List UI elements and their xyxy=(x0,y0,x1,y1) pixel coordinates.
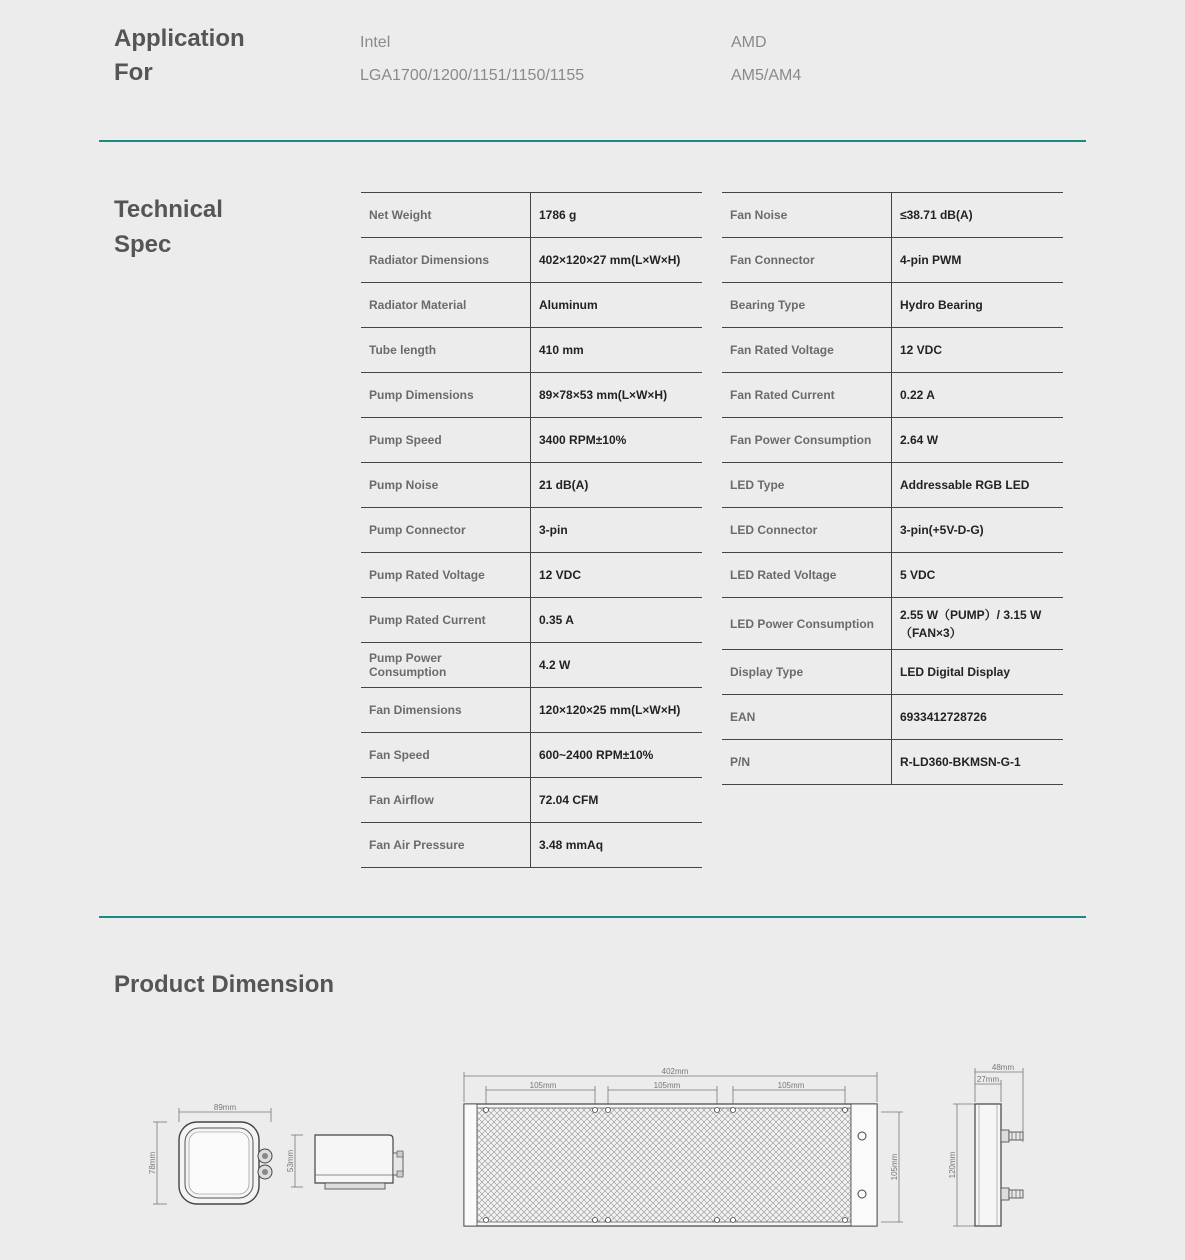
spec-value: Aluminum xyxy=(539,298,598,312)
pump-side-drawing xyxy=(285,1125,415,1200)
spec-value: 4.2 W xyxy=(539,658,571,672)
spec-table-right xyxy=(722,192,1063,785)
spec-label: LED Connector xyxy=(722,508,892,552)
spec-value: 4-pin PWM xyxy=(900,253,962,267)
spec-row xyxy=(722,598,1063,650)
spec-value: 21 dB(A) xyxy=(539,478,589,492)
intel-brand: Intel xyxy=(360,34,391,51)
spec-row xyxy=(722,193,1063,238)
pump-height-label: 53mm xyxy=(286,1149,295,1173)
spec-row xyxy=(722,418,1063,463)
spec-label: Fan Speed xyxy=(361,733,531,777)
radiator-length-label: 402mm xyxy=(661,1067,689,1076)
spec-row xyxy=(722,328,1063,373)
spec-row xyxy=(361,463,702,508)
spec-row xyxy=(722,238,1063,283)
radiator-front-drawing xyxy=(455,1062,915,1234)
spec-value: 3-pin(+5V-D-G) xyxy=(900,523,984,537)
spec-value: 600~2400 RPM±10% xyxy=(539,748,654,762)
technical-title xyxy=(114,192,223,262)
radiator-side-drawing xyxy=(945,1062,1035,1234)
amd-sockets: AM5/AM4 xyxy=(731,67,802,84)
spec-row xyxy=(722,650,1063,695)
spec-label: Fan Rated Current xyxy=(722,373,892,417)
fan-pitch-1-label: 105mm xyxy=(529,1081,557,1090)
spec-row xyxy=(361,418,702,463)
spec-row xyxy=(722,553,1063,598)
spec-label: LED Power Consumption xyxy=(722,598,892,649)
application-title-line2: For xyxy=(114,59,153,86)
spec-value: 2.64 W xyxy=(900,433,939,447)
spec-value: Hydro Bearing xyxy=(900,298,983,312)
spec-label: Pump Dimensions xyxy=(361,373,531,417)
spec-label: Pump Connector xyxy=(361,508,531,552)
spec-label: Fan Airflow xyxy=(361,778,531,822)
spec-label: Net Weight xyxy=(361,193,531,237)
spec-label: LED Rated Voltage xyxy=(722,553,892,597)
spec-row xyxy=(722,463,1063,508)
amd-brand: AMD xyxy=(731,34,767,51)
spec-value: 402×120×27 mm(L×W×H) xyxy=(539,253,681,267)
radiator-total-depth-label: 48mm xyxy=(991,1063,1015,1072)
spec-label: Pump Power Consumption xyxy=(361,643,531,687)
spec-row xyxy=(361,643,702,688)
spec-row xyxy=(722,508,1063,553)
spec-label: Fan Rated Voltage xyxy=(722,328,892,372)
application-title xyxy=(114,22,245,90)
spec-label: Radiator Dimensions xyxy=(361,238,531,282)
pump-top-drawing xyxy=(145,1100,280,1215)
spec-value: ≤38.71 dB(A) xyxy=(900,208,973,222)
spec-label: Pump Speed xyxy=(361,418,531,462)
spec-value: 89×78×53 mm(L×W×H) xyxy=(539,388,668,402)
spec-value: 120×120×25 mm(L×W×H) xyxy=(539,703,681,717)
spec-label: Tube length xyxy=(361,328,531,372)
spec-value: LED Digital Display xyxy=(900,665,1011,679)
spec-label: Pump Rated Voltage xyxy=(361,553,531,597)
spec-value: Addressable RGB LED xyxy=(900,478,1030,492)
spec-value: 72.04 CFM xyxy=(539,793,599,807)
application-title-line1: Application xyxy=(114,25,245,52)
intel-sockets: LGA1700/1200/1151/1150/1155 xyxy=(360,67,585,84)
spec-label: Fan Connector xyxy=(722,238,892,282)
amd-column xyxy=(731,26,801,92)
spec-label: P/N xyxy=(722,740,892,784)
spec-label: LED Type xyxy=(722,463,892,507)
spec-label: Bearing Type xyxy=(722,283,892,327)
spec-label: Fan Noise xyxy=(722,193,892,237)
radiator-depth-label: 27mm xyxy=(976,1075,1000,1084)
spec-label: Display Type xyxy=(722,650,892,694)
spec-value: 0.35 A xyxy=(539,613,574,627)
spec-row xyxy=(361,238,702,283)
spec-value: 3-pin xyxy=(539,523,568,537)
spec-row xyxy=(361,193,702,238)
intel-column xyxy=(360,26,584,92)
pump-length-label: 78mm xyxy=(148,1151,157,1175)
fan-pitch-2-label: 105mm xyxy=(653,1081,681,1090)
spec-value: 3.48 mmAq xyxy=(539,838,604,852)
spec-row xyxy=(361,328,702,373)
spec-table-left xyxy=(361,192,702,868)
spec-row xyxy=(722,283,1063,328)
spec-row xyxy=(361,733,702,778)
spec-row xyxy=(722,695,1063,740)
dimension-title: Product Dimension xyxy=(114,971,335,998)
spec-row xyxy=(361,508,702,553)
spec-label: Fan Power Consumption xyxy=(722,418,892,462)
spec-row xyxy=(361,688,702,733)
divider-top xyxy=(99,140,1086,142)
spec-value: 5 VDC xyxy=(900,568,936,582)
spec-value: 0.22 A xyxy=(900,388,935,402)
spec-label: Pump Noise xyxy=(361,463,531,507)
spec-label: Fan Dimensions xyxy=(361,688,531,732)
spec-row xyxy=(722,740,1063,785)
spec-row xyxy=(722,373,1063,418)
spec-label: Pump Rated Current xyxy=(361,598,531,642)
spec-row xyxy=(361,553,702,598)
technical-title-line1: Technical xyxy=(114,196,223,223)
radiator-width-label: 120mm xyxy=(948,1151,957,1179)
pump-width-label: 89mm xyxy=(213,1103,237,1112)
divider-bottom xyxy=(99,916,1086,918)
spec-value: 2.55 W（PUMP）/ 3.15 W（FAN×3） xyxy=(900,607,1042,640)
spec-value: 1786 g xyxy=(539,208,577,222)
spec-row xyxy=(361,283,702,328)
spec-row xyxy=(361,373,702,418)
spec-row xyxy=(361,598,702,643)
fan-pitch-3-label: 105mm xyxy=(777,1081,805,1090)
spec-label: Radiator Material xyxy=(361,283,531,327)
radiator-inner-label: 105mm xyxy=(890,1153,899,1181)
spec-value: 12 VDC xyxy=(539,568,582,582)
spec-value: 12 VDC xyxy=(900,343,943,357)
spec-label: Fan Air Pressure xyxy=(361,823,531,867)
spec-value: R-LD360-BKMSN-G-1 xyxy=(900,755,1021,769)
spec-label: EAN xyxy=(722,695,892,739)
spec-value: 3400 RPM±10% xyxy=(539,433,627,447)
spec-row xyxy=(361,823,702,868)
spec-value: 6933412728726 xyxy=(900,710,987,724)
technical-title-line2: Spec xyxy=(114,231,172,258)
spec-row xyxy=(361,778,702,823)
spec-value: 410 mm xyxy=(539,343,584,357)
